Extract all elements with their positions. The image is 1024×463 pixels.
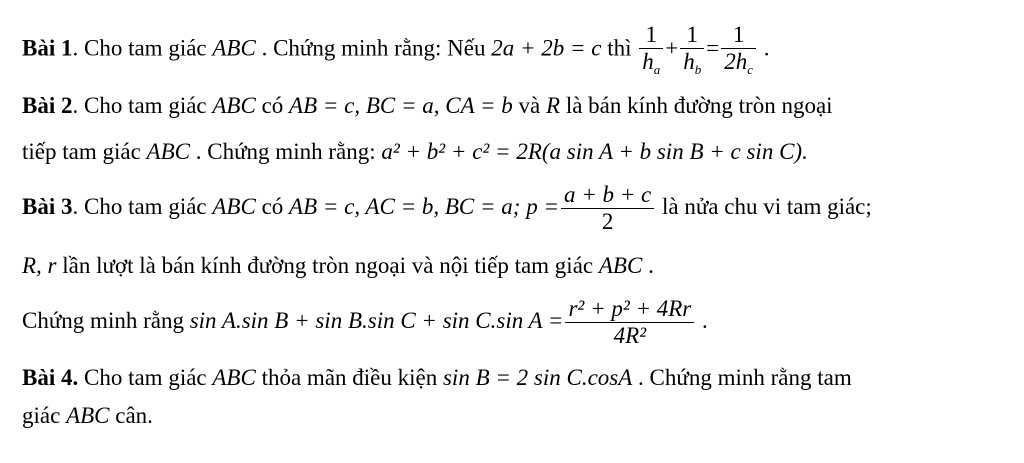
fraction-1-over-hb: $\frac{1}{h_b}$	[680, 22, 704, 78]
triangle-name: ABC	[212, 365, 256, 390]
problem-4-condition: sin B = 2 sin C.cosA	[442, 365, 633, 390]
problem-2-identity: a² + b² + c² = 2R(a sin A + b sin B + c sin C).	[381, 139, 808, 164]
problem-1-text: . Chứng minh rằng: Nếu	[255, 35, 492, 61]
triangle-name: ABC	[146, 139, 190, 164]
problem-1-intro: . Cho tam giác	[72, 35, 213, 61]
problem-3-heading: Bài 3	[22, 194, 73, 220]
problem-3-lhs: sin A.sin B + sin B.sin C + sin C.sin A =	[189, 308, 564, 334]
triangle-name: ABC	[598, 253, 643, 278]
triangle-name: ABC	[212, 93, 256, 118]
problem-1-line: Bài 1. Cho tam giác ABC . Chứng minh rằng: Nếu 2a + 2b = c thì $\frac{1}{h_a}$ + $\frac{1}{h_b}$ = $\frac{1}{2h_c}$ .	[22, 22, 770, 78]
fraction-1-over-2hc: $\frac{1}{2h_c}$	[721, 22, 756, 78]
problem-1-heading: Bài 1	[22, 35, 73, 61]
problem-2-line-1: Bài 2. Cho tam giác ABC có AB = c, BC = a, CA = b và R là bán kính đường tròn ngoại	[22, 93, 833, 118]
problem-3-line-1: Bài 3. Cho tam giác ABC có AB = c, AC = b, BC = a; p = $\frac{a + b + c}{2}$ là nửa chu vi tam giác;	[22, 182, 872, 235]
problem-3-rhs-fraction: $\frac{\text{r² + p² + 4Rr}}{\text{4R²}}$	[565, 296, 694, 350]
problem-2-sides: AB = c, BC = a, CA = b	[289, 93, 513, 118]
problem-2-line-2: tiếp tam giác ABC . Chứng minh rằng: a² + b² + c² = 2R(a sin A + b sin B + c sin C).	[22, 139, 808, 164]
problem-4-line-1: Bài 4. Cho tam giác ABC thỏa mãn điều kiện sin B = 2 sin C.cosA . Chứng minh rằng tam	[22, 365, 852, 390]
problem-3-sides: AB = c, AC = b, BC = a; p =	[289, 194, 559, 220]
problem-4-line-2: giác ABC cân.	[22, 403, 153, 428]
triangle-name: ABC	[66, 403, 110, 428]
problem-1-then: thì	[601, 35, 638, 61]
problem-4-heading: Bài 4.	[22, 365, 79, 390]
semi-perimeter-fraction: $\frac{a + b + c}{2}$	[561, 182, 654, 236]
triangle-name: ABC	[212, 194, 256, 220]
fraction-1-over-ha: $\frac{1}{h_a}$	[639, 22, 663, 78]
problem-3-line-3: Chứng minh rằng sin A.sin B + sin B.sin C + sin C.sin A = $\frac{\text{r² + p² + 4Rr}}{\text{4R²}}$ .	[22, 296, 708, 349]
problem-1-condition: 2a + 2b = c	[491, 35, 602, 61]
problem-3-line-2: R, r lần lượt là bán kính đường tròn ngoại và nội tiếp tam giác ABC .	[22, 253, 654, 278]
triangle-name: ABC	[212, 35, 256, 61]
problem-2-heading: Bài 2	[22, 93, 73, 118]
